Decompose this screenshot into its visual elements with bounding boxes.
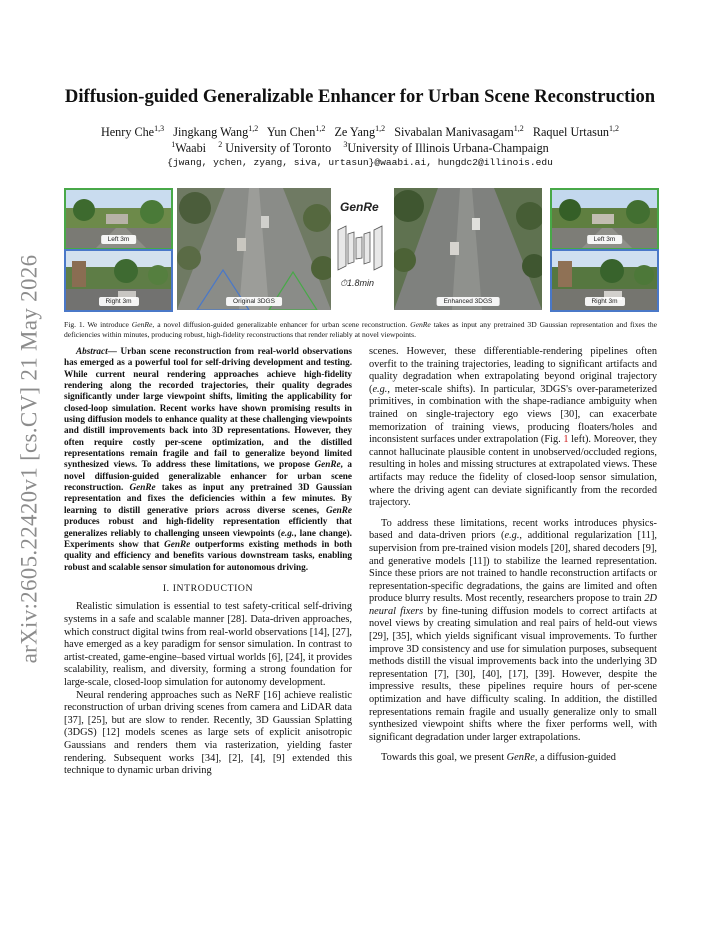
view-label: Right 3m [98, 297, 138, 306]
author: Raquel Urtasun$^{1,2}$ [532, 124, 620, 140]
view-label: Left 3m [101, 235, 137, 244]
left-top-render [64, 188, 173, 250]
author: Ze Yang$^{1,2}$ [334, 124, 386, 140]
affiliation-list: $^1$Waabi $^2$ University of Toronto $^3$University of Illinois Urbana-Champaign [171, 140, 549, 156]
body-paragraph: Neural rendering approaches such as NeRF [16] achieve realistic reconstruction of urban driving scenes from camera and LiDAR data [37], [25], but are slow to render. Recently, 3D Gaussian Splatting (3DGS) [12] models scenes as large sets of explicit anisotropic Gaussians and renders them via rasterization, yielding faster rendering. Subsequent works [34], [2], [4], [9] extended this technique to dynamic urban driving [64, 689, 352, 777]
paper-title: Diffusion-guided Generalizable Enhancer for Urban Scene Reconstruction [64, 86, 656, 107]
teaser-figure [64, 188, 657, 314]
body-paragraph: To address these limitations, recent works introduces physics-based and data-driven priors (e.g., additional regularization [11], supervision from pre-trained vision models [20], shared decoders [9], and generative models [11]) to stabilize the learned representation. Since these priors are not trained to handle reconstruction artifacts or representation-specific degradations, the gains are limited and often produce blurry results. Most recently, researchers propose to train 2D neural fixers by fine-tuning diffusion models to correct artifacts at novel views by creating simulation and real pairs of held-out views [29], [35], which yields significant visual improvements. To further improve 3D consistency and use for simulation purposes, subsequent methods distill the visual improvements back into the underlying 3D representation [7], [30], [40], [17], [39]. However, despite the impressive results, these pipelines require hours of per-scene optimization and have difficulty scaling. In addition, the distilled representations remain fragile and usually generalize only to small synthesized viewpoint shifts where the fixer performs well, with significant degradation under larger extrapolations. [369, 517, 658, 743]
left-bottom-render [64, 249, 173, 312]
enhanced-3dgs-render [394, 188, 542, 310]
original-3dgs-render [177, 188, 331, 310]
right-bottom-render [550, 249, 659, 312]
genre-model-label: GenRe [340, 200, 379, 214]
aerial-scene-image [177, 188, 331, 310]
view-label: Left 3m [587, 235, 623, 244]
author-list [0, 124, 720, 140]
body-paragraph: Realistic simulation is essential to test safety-critical self-driving systems in a safe and scalable manner [28]. Data-driven approaches, which construct digital twins from real-world observations [14], [27], have emerged as a key paradigm for sensor simulation. In contrast to artist-created, game-engine–based virtual worlds [6], [24], it provides scalability, realism, and diversity, forming a strong foundation for large-scale, closed-loop simulation for autonomy development. [64, 601, 352, 689]
view-label: Enhanced 3DGS [437, 297, 500, 306]
runtime-label: ⏱1.8min [340, 278, 375, 288]
left-column [64, 346, 352, 778]
network-icon [336, 224, 386, 272]
section-heading: I. INTRODUCTION [162, 582, 254, 594]
aerial-scene-image [394, 188, 542, 310]
author: Henry Che$^{1,3}$ [100, 124, 165, 140]
author: Jingkang Wang$^{1,2}$ [173, 124, 259, 140]
author: Yun Chen$^{1,2}$ [266, 124, 326, 140]
author: Sivabalan Manivasagam$^{1,2}$ [394, 124, 524, 140]
body-paragraph: Towards this goal, we present GenRe, a diffusion-guided [381, 752, 616, 764]
arxiv-identifier: arXiv:2605.22420v1 [cs.CV] 21 May 2026 [16, 254, 41, 664]
abstract: Abstract— Urban scene reconstruction from real-world observations has emerged as a powerful tool for self-driving development and testing. While current neural rendering approaches achieve high-fidelity rendering along the recorded trajectories, their quality degrades significantly under large viewpoint shifts, limiting the applicability for closed-loop simulation. Recent works have shown promising results in using diffusion models to enhance quality at these challenging viewpoints and distill improvements back into 3D representations. However, they often require costly per-scene optimization, and the distilled representations remain fragile and fail to generalize beyond limited synthesized views. To address these limitations, we propose GenRe, a novel diffusion-guided generalizable enhancer for urban scene reconstruction. GenRe takes as input any pretrained 3D Gaussian representation and fixes the deficiencies within a few minutes. By learning to distill generative priors across diverse scenes, GenRe produces robust and high-fidelity representation efficiently that generalizes reliably to challenging unseen viewpoints (e.g., lane change). Experiments show that GenRe outperforms existing methods in both quality and efficiency and benefits various downstream tasks, enabling robust and scalable sensor simulation for autonomous driving. [64, 346, 352, 572]
clock-icon: ⏱ [340, 278, 348, 288]
view-label: Right 3m [584, 297, 624, 306]
figure-caption: Fig. 1. We introduce GenRe, a novel diffusion-guided generalizable enhancer for urban scene reconstruction. GenRe takes as input any pretrained 3D Gaussian representation and fixes the deficiencies within minutes, producing robust, high-fidelity reconstructions that render reliably at novel viewpoints. [64, 320, 657, 340]
figure-reference-link[interactable]: 1 [563, 434, 569, 446]
author-emails: {jwang, ychen, zyang, siva, urtasun}@waabi.ai, hungdc2@illinois.edu [167, 157, 553, 168]
right-column [369, 346, 657, 765]
body-paragraph: scenes. However, these differentiable-rendering pipelines often overfit to the training trajectories, leading to significant artifacts and quality degradation when extrapolating beyond original trajectory (e.g., meter-scale shifts). In particular, 3DGS's over-parameterized primitives, in combination with the shape-radiance ambiguity when trained on single-trajectory ego views [30], can exacerbate memorization of training views, producing floaters/holes and inconsistent surfaces under extrapolation (Fig. 1 left). Moreover, they cannot hallucinate plausible content in unobserved/occluded regions, resulting in holes and missing structures at extrapolated views. These artifacts may reduce the fidelity of closed-loop sensor simulation, where the driving agent can deviate significantly from the recorded trajectory. [369, 346, 657, 509]
right-top-render [550, 188, 659, 250]
view-label: Original 3DGS [226, 297, 282, 306]
